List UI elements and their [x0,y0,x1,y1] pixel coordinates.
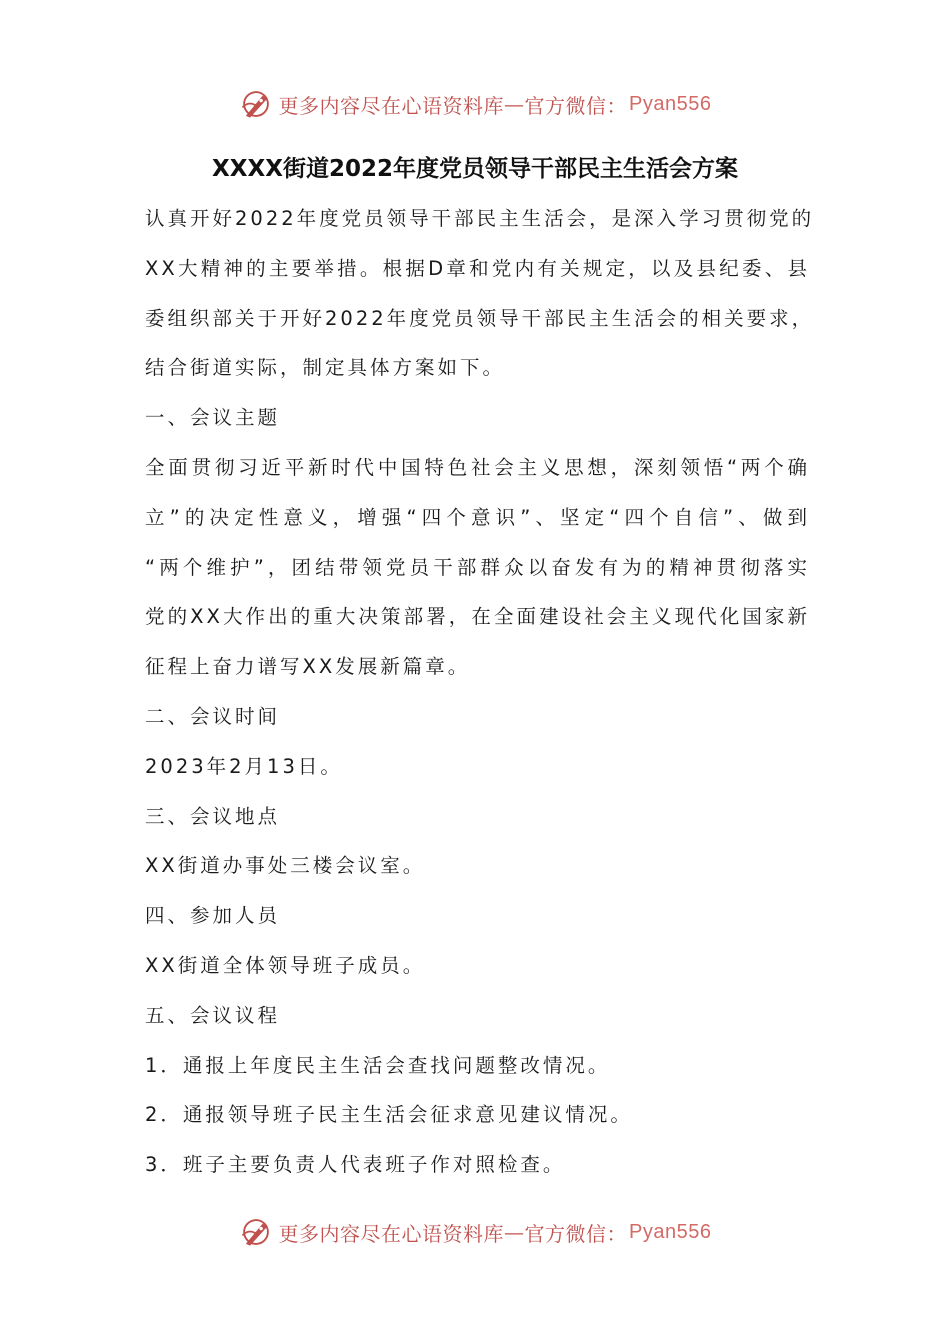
agenda-item: 2．通报领导班子民主生活会征求意见建议情况。 [145,1103,633,1127]
pen-nib-logo-icon [239,1215,273,1249]
footer-watermark [0,1212,950,1252]
intro-line: 结合街道实际，制定具体方案如下。 [145,356,506,380]
pen-nib-logo-icon [239,87,273,121]
agenda-item: 3．班子主要负责人代表班子作对照检查。 [145,1153,566,1177]
section-heading-agenda: 五、会议议程 [145,1003,281,1027]
watermark-separator: — [504,92,525,116]
theme-line: 全面贯彻习近平新时代中国特色社会主义思想，深刻领悟“两个确 [145,455,810,479]
theme-line: 党的XX大作出的重大决策部署，在全面建设社会主义现代化国家新 [145,605,810,629]
theme-line: 征程上奋力谱写XX发展新篇章。 [145,655,471,679]
watermark-label: 官方微信： [524,1221,628,1246]
meeting-attendees: XX街道全体领导班子成员。 [145,953,426,977]
intro-line: XX大精神的主要举措。根据D章和党内有关规定，以及县纪委、县 [145,256,810,280]
watermark-text: 更多内容尽在心语资料库 [278,93,505,118]
meeting-location: XX街道办事处三楼会议室。 [145,854,426,878]
section-heading-time: 二、会议时间 [145,704,281,728]
header-watermark [0,84,950,124]
section-heading-theme: 一、会议主题 [145,406,281,430]
watermark-wechat-id: Pyan556 [629,92,712,115]
intro-line: 委组织部关于开好2022年度党员领导干部民主生活会的相关要求， [145,306,815,330]
section-heading-attendees: 四、参加人员 [145,904,281,928]
document-title: XXXX街道2022年度党员领导干部民主生活会方案 [212,156,738,182]
watermark-wechat-id: Pyan556 [629,1220,712,1243]
watermark-label: 官方微信： [524,93,628,118]
meeting-time: 2023年2月13日。 [145,754,343,778]
theme-line: 立”的决定性意义，增强“四个意识”、坚定“四个自信”、做到 [145,505,810,529]
watermark-separator: — [504,1220,525,1244]
document-body [145,194,815,1190]
intro-line: 认真开好2022年度党员领导干部民主生活会，是深入学习贯彻党的 [145,207,815,230]
section-heading-location: 三、会议地点 [145,804,281,828]
agenda-item: 1．通报上年度民主生活会查找问题整改情况。 [145,1053,611,1077]
theme-line: “两个维护”，团结带领党员干部群众以奋发有为的精神贯彻落实 [145,555,810,579]
watermark-text: 更多内容尽在心语资料库 [278,1221,505,1246]
